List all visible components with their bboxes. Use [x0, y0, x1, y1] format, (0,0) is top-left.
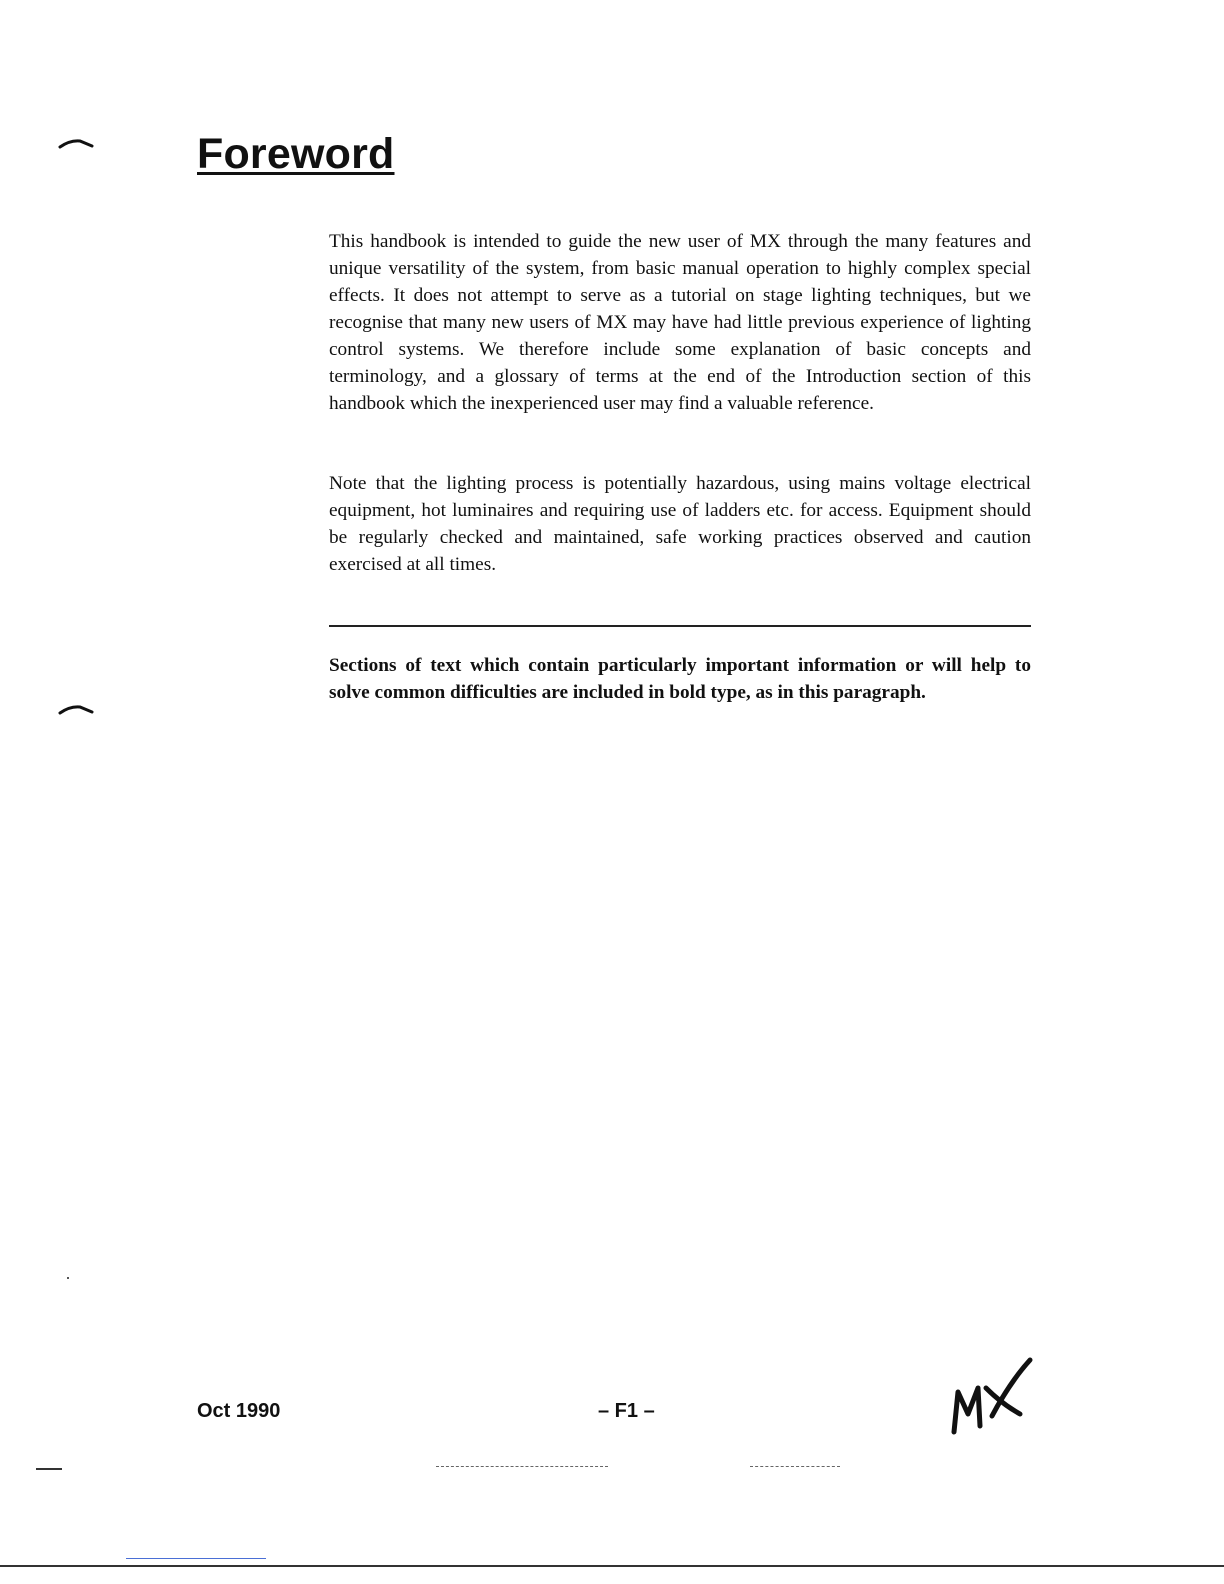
scan-dash — [36, 1468, 62, 1470]
important-note-paragraph: Sections of text which contain particularly important information or will help to solve common difficulties are included in bold type, as in this paragraph. — [329, 655, 1031, 703]
scan-mark-icon — [58, 704, 94, 716]
scan-dash — [436, 1466, 608, 1467]
footer-page-number: – F1 – — [598, 1400, 655, 1422]
mx-logo — [940, 1352, 1040, 1442]
section-divider — [329, 625, 1031, 627]
page-title: Foreword — [197, 130, 395, 178]
scan-edge-line — [126, 1558, 266, 1559]
safety-paragraph: Note that the lighting process is potentially hazardous, using mains voltage electrical equipment, hot luminaires and requiring use of ladders etc. for access. Equipment should be regularly checked and maintained, safe working practices observed and caution exercised at all times. — [329, 473, 1031, 575]
scan-dash — [750, 1466, 840, 1467]
scan-mark-icon — [58, 138, 94, 150]
scan-speck — [67, 1277, 69, 1279]
intro-paragraph: This handbook is intended to guide the new user of MX through the many features and unique versatility of the system, from basic manual operation to highly complex special effects. It does not attempt to serve as a tutorial on stage lighting techniques, but we recognise that many new users of MX may have had little previous experience of lighting control systems. We therefore include some explanation of basic concepts and terminology, and a glossary of terms at the end of the Introduction section of this handbook which the inexperienced user may find a valuable reference. — [329, 231, 1031, 414]
footer-date: Oct 1990 — [197, 1400, 281, 1422]
page-bottom-edge — [0, 1565, 1224, 1567]
